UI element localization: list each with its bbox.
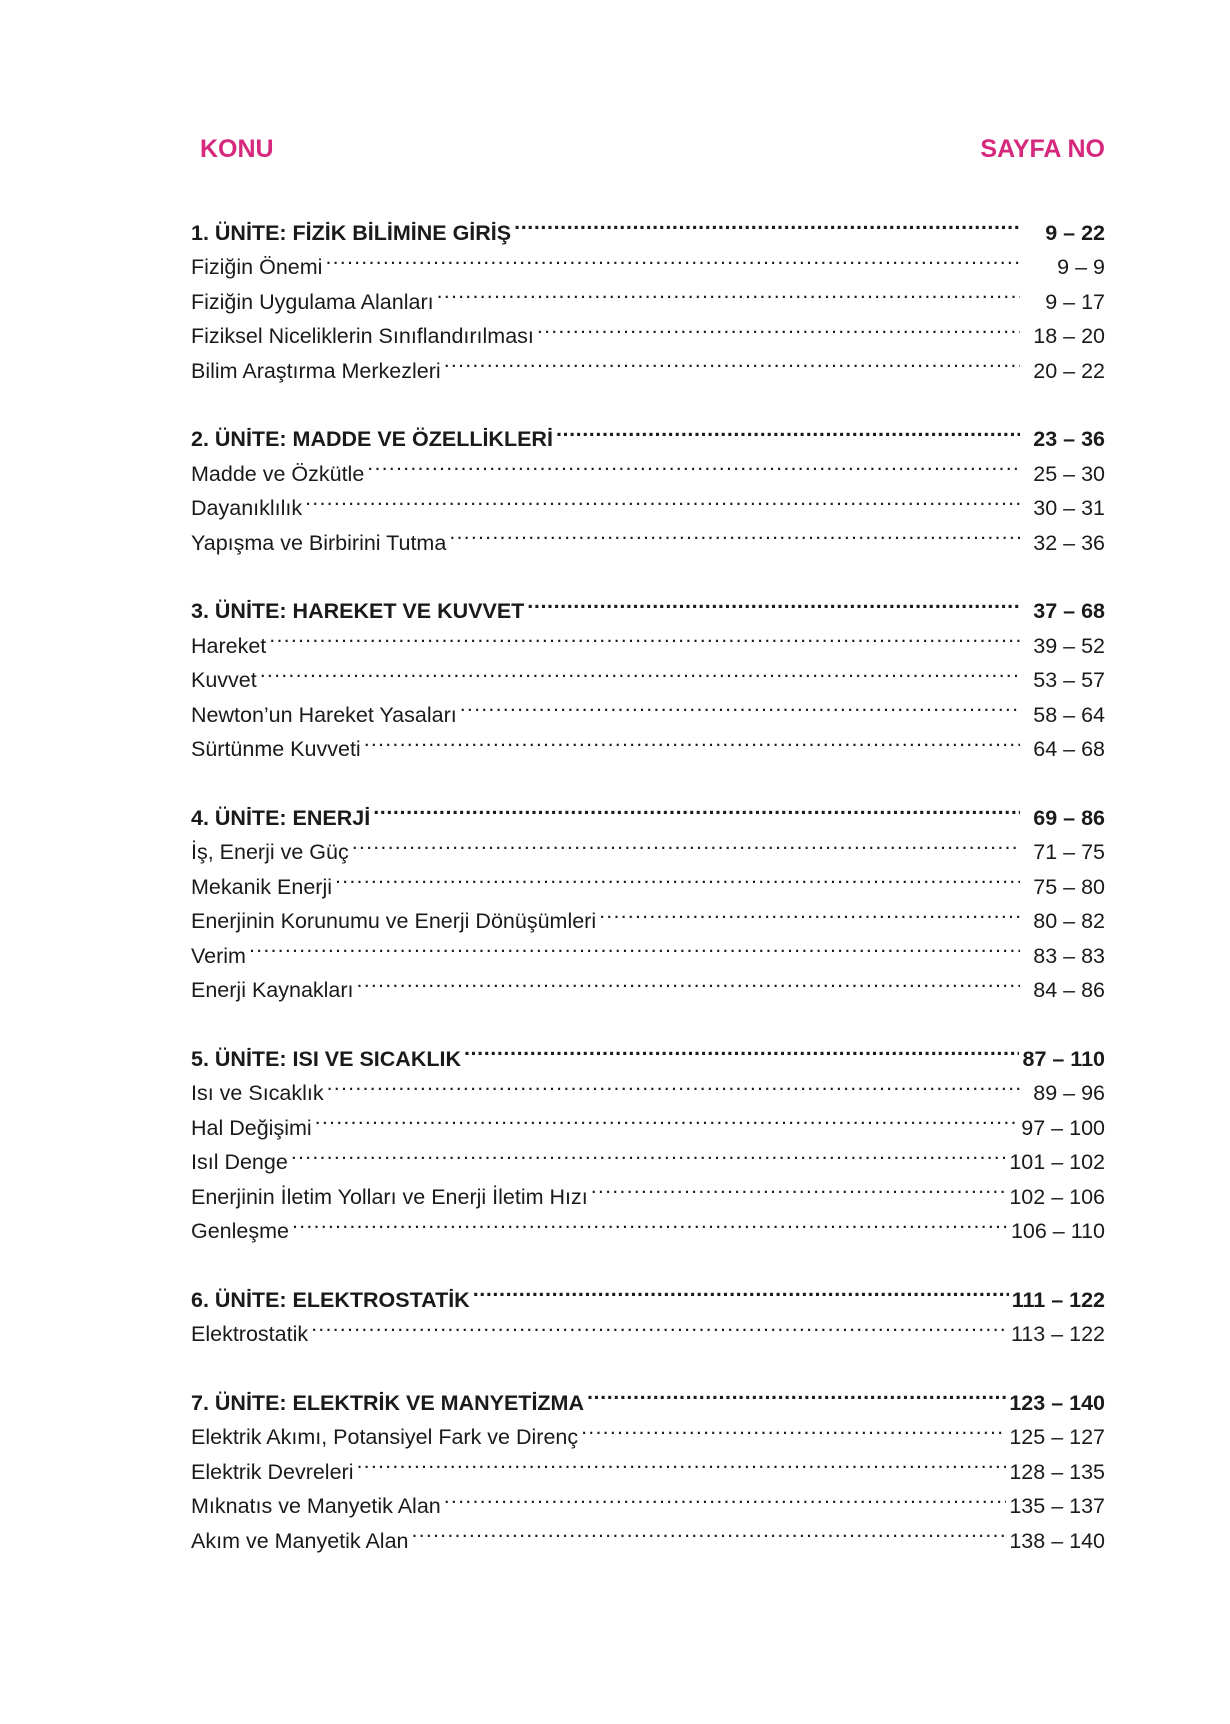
header-topic-label: KONU	[200, 135, 274, 163]
topic-page-range: 71 – 75	[1033, 840, 1105, 864]
dot-leader	[460, 687, 1020, 722]
topic-page-range: 106 – 110	[1010, 1219, 1105, 1243]
dot-leader	[464, 1031, 1020, 1066]
topic-page-range: 138 – 140	[1009, 1528, 1105, 1553]
unit-page-range: 123 – 140	[1009, 1390, 1105, 1415]
topic-page-range: 102 – 106	[1009, 1184, 1105, 1209]
unit-title: 5. ÜNİTE: ISI VE SICAKLIK	[191, 1046, 461, 1071]
topic-page-range: 128 – 135	[1009, 1459, 1105, 1484]
topic-page-range: 9 – 17	[1045, 289, 1105, 314]
topic-page-range: 53 – 57	[1033, 668, 1105, 692]
topic-title: Dayanıklılık	[191, 496, 303, 520]
unit-section	[191, 1272, 1105, 1346]
topic-title: Hareket	[191, 633, 267, 658]
topic-title: Enerjinin Korunumu ve Enerji Dönüşümleri	[191, 909, 597, 933]
dot-leader	[315, 1100, 1019, 1135]
dot-leader	[373, 790, 1020, 825]
dot-leader	[327, 1066, 1020, 1101]
dot-leader	[356, 1444, 1006, 1479]
unit-page-range: 37 – 68	[1033, 599, 1105, 623]
topic-row[interactable]	[191, 1169, 1105, 1209]
topic-page-range: 39 – 52	[1033, 633, 1105, 658]
unit-page-range: 111 – 122	[1011, 1287, 1105, 1312]
topic-page-range: 89 – 96	[1033, 1081, 1105, 1105]
topic-title: Elektrostatik	[191, 1322, 309, 1346]
topic-row[interactable]	[191, 653, 1105, 692]
unit-page-range: 87 – 110	[1022, 1046, 1105, 1071]
topic-title: Genleşme	[191, 1219, 289, 1243]
dot-leader	[473, 1272, 1009, 1307]
dot-leader	[367, 446, 1020, 481]
unit-section	[191, 1375, 1105, 1553]
dot-leader	[357, 963, 1020, 998]
topic-title: Newton’un Hareket Yasaları	[191, 702, 457, 727]
topic-page-range: 9 – 9	[1057, 255, 1105, 279]
topic-row[interactable]	[191, 1066, 1105, 1105]
unit-heading-row[interactable]	[191, 1031, 1105, 1071]
unit-title: 3. ÜNİTE: HAREKET VE KUVVET	[191, 599, 525, 623]
topic-title: Verim	[191, 943, 246, 968]
topic-page-range: 125 – 127	[1009, 1425, 1105, 1449]
unit-title: 2. ÜNİTE: MADDE VE ÖZELLİKLERİ	[191, 427, 553, 451]
dot-leader	[249, 928, 1020, 963]
unit-heading-row[interactable]	[191, 790, 1105, 830]
dot-leader	[537, 309, 1020, 344]
dot-leader	[527, 584, 1020, 619]
topic-title: Fiziksel Niceliklerin Sınıflandırılması	[191, 324, 534, 348]
dot-leader	[411, 1513, 1006, 1548]
topic-title: Bilim Araştırma Merkezleri	[191, 358, 441, 383]
unit-title: 6. ÜNİTE: ELEKTROSTATİK	[191, 1287, 470, 1312]
topic-title: Fiziğin Önemi	[191, 255, 323, 279]
topic-title: Fiziğin Uygulama Alanları	[191, 289, 434, 314]
dot-leader	[269, 618, 1020, 653]
topic-title: Yapışma ve Birbirini Tutma	[191, 530, 447, 555]
unit-title: 7. ÜNİTE: ELEKTRİK VE MANYETİZMA	[191, 1390, 584, 1415]
topic-page-range: 135 – 137	[1009, 1494, 1105, 1518]
topic-title: Enerji Kaynakları	[191, 978, 354, 1002]
topic-row[interactable]	[191, 1204, 1105, 1243]
topic-title: Sürtünme Kuvveti	[191, 737, 361, 761]
dot-leader	[364, 722, 1020, 757]
unit-page-range: 9 – 22	[1045, 220, 1105, 245]
topic-page-range: 101 – 102	[1009, 1150, 1105, 1174]
unit-section	[191, 205, 1105, 383]
dot-leader	[591, 1169, 1007, 1204]
dot-leader	[260, 653, 1020, 688]
header-page-label: SAYFA NO	[980, 135, 1105, 163]
topic-title: Elektrik Devreleri	[191, 1459, 354, 1484]
topic-title: Madde ve Özkütle	[191, 461, 365, 486]
topic-row[interactable]	[191, 1100, 1105, 1140]
dot-leader	[335, 859, 1020, 894]
topic-row[interactable]	[191, 928, 1105, 968]
topic-row[interactable]	[191, 1135, 1105, 1174]
topic-title: Isı ve Sıcaklık	[191, 1081, 324, 1105]
topic-page-range: 18 – 20	[1033, 324, 1105, 348]
topic-title: Isıl Denge	[191, 1150, 288, 1174]
dot-leader	[514, 205, 1020, 240]
topic-page-range: 97 – 100	[1021, 1115, 1105, 1140]
topic-page-range: 30 – 31	[1033, 496, 1105, 520]
unit-section	[191, 790, 1105, 1002]
topic-title: Mekanik Enerji	[191, 874, 332, 899]
topic-page-range: 80 – 82	[1033, 909, 1105, 933]
dot-leader	[556, 412, 1020, 447]
topic-page-range: 20 – 22	[1033, 358, 1105, 383]
topic-page-range: 64 – 68	[1033, 737, 1105, 761]
topic-row[interactable]	[191, 481, 1105, 520]
unit-heading-row[interactable]	[191, 584, 1105, 623]
topic-title: İş, Enerji ve Güç	[191, 840, 349, 864]
dot-leader	[449, 515, 1020, 550]
unit-page-range: 69 – 86	[1033, 805, 1105, 830]
dot-leader	[444, 343, 1020, 378]
topic-page-range: 84 – 86	[1033, 978, 1105, 1002]
unit-heading-row[interactable]	[191, 1375, 1105, 1415]
unit-title: 4. ÜNİTE: ENERJİ	[191, 805, 371, 830]
unit-title: 1. ÜNİTE: FİZİK BİLİMİNE GİRİŞ	[191, 220, 512, 245]
unit-section	[191, 412, 1105, 555]
dot-leader	[437, 274, 1020, 309]
topic-page-range: 32 – 36	[1033, 530, 1105, 555]
topic-title: Akım ve Manyetik Alan	[191, 1528, 409, 1553]
topic-page-range: 58 – 64	[1033, 702, 1105, 727]
dot-leader	[352, 825, 1020, 860]
dot-leader	[292, 1204, 1008, 1239]
unit-section	[191, 1031, 1105, 1243]
dot-leader	[587, 1375, 1006, 1410]
unit-page-range: 23 – 36	[1033, 427, 1105, 451]
unit-heading-row[interactable]	[191, 412, 1105, 451]
unit-heading-row[interactable]	[191, 1272, 1105, 1312]
topic-row[interactable]	[191, 1307, 1105, 1346]
dot-leader	[291, 1135, 1007, 1170]
topic-row[interactable]	[191, 618, 1105, 658]
dot-leader	[305, 481, 1020, 516]
unit-section	[191, 584, 1105, 761]
toc-header	[200, 135, 1105, 171]
topic-row[interactable]	[191, 515, 1105, 555]
topic-row[interactable]	[191, 274, 1105, 314]
topic-title: Elektrik Akımı, Potansiyel Fark ve Direnç	[191, 1425, 579, 1449]
topic-title: Mıknatıs ve Manyetik Alan	[191, 1494, 441, 1518]
dot-leader	[325, 240, 1020, 275]
topic-page-range: 113 – 122	[1010, 1322, 1105, 1346]
dot-leader	[581, 1410, 1006, 1445]
topic-page-range: 25 – 30	[1033, 461, 1105, 486]
unit-heading-row[interactable]	[191, 205, 1105, 245]
topic-title: Enerjinin İletim Yolları ve Enerji İletim Hızı	[191, 1184, 588, 1209]
topic-title: Hal Değişimi	[191, 1115, 312, 1140]
dot-leader	[444, 1479, 1007, 1514]
table-of-contents	[191, 205, 1105, 1582]
dot-leader	[311, 1307, 1008, 1342]
topic-page-range: 83 – 83	[1033, 943, 1105, 968]
topic-page-range: 75 – 80	[1033, 874, 1105, 899]
topic-row[interactable]	[191, 963, 1105, 1002]
topic-title: Kuvvet	[191, 668, 257, 692]
topic-row[interactable]	[191, 240, 1105, 279]
dot-leader	[599, 894, 1020, 929]
topic-row[interactable]	[191, 687, 1105, 727]
